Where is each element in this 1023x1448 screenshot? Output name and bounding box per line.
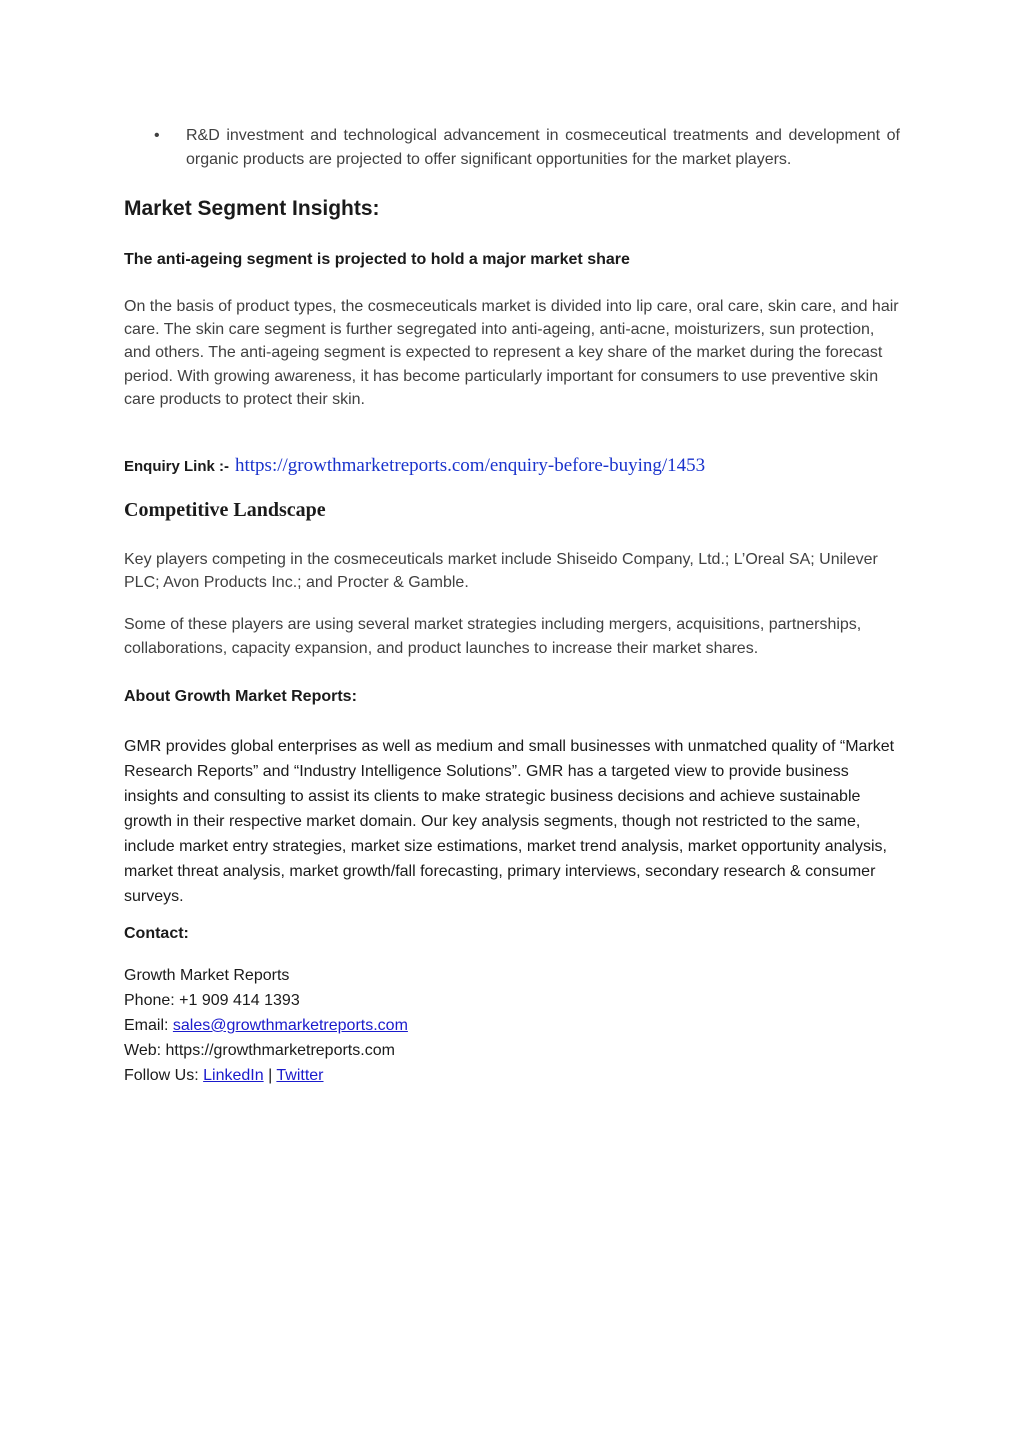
linkedin-link[interactable]: LinkedIn	[203, 1066, 264, 1084]
contact-company: Growth Market Reports	[124, 966, 290, 984]
segment-subheading: The anti-ageing segment is projected to hold a major market share	[124, 251, 630, 268]
email-link[interactable]: sales@growthmarketreports.com	[172, 1016, 408, 1034]
contact-follow-line	[124, 1063, 900, 1088]
link-separator: |	[263, 1066, 277, 1084]
enquiry-label: Enquiry Link :-	[124, 458, 229, 476]
twitter-link[interactable]: Twitter	[276, 1066, 324, 1084]
competitive-paragraph-2: Some of these players are using several market strategies including mergers, acquisitions, partnerships, collaborations, capacity expansion, and product launches to increase their market shares.	[124, 616, 862, 657]
follow-label: Follow Us:	[124, 1066, 204, 1084]
competitive-paragraph-1: Key players competing in the cosmeceuticals market include Shiseido Company, Ltd.; L’Oreal SA; Unilever PLC; Avon Products Inc.; and Procter & Gamble.	[124, 551, 878, 592]
intro-bullet-text: R&D investment and technological advancement in cosmeceutical treatments and development of organic products are projected to offer significant opportunities for the market players.	[186, 127, 900, 168]
about-heading: About Growth Market Reports:	[124, 687, 357, 705]
email-label: Email:	[124, 1016, 173, 1034]
contact-phone: Phone: +1 909 414 1393	[124, 991, 300, 1009]
about-body: GMR provides global enterprises as well as medium and small businesses with unmatched quality of “Market Research Reports” and “Industry Intelligence Solutions”. GMR has a targeted view to provide business insights and consulting to assist its clients to make strategic business decisions and achieve sustainable growth in their respective market domain. Our key analysis segments, though not restricted to the same, include market entry strategies, market size estimations, market trend analysis, market opportunity analysis, market threat analysis, market growth/fall forecasting, primary interviews, secondary research & consumer surveys.	[124, 737, 895, 905]
segment-heading: Market Segment Insights:	[124, 197, 380, 220]
enquiry-line	[124, 455, 900, 477]
bullet-icon: •	[154, 127, 160, 144]
segment-body: On the basis of product types, the cosmeceuticals market is divided into lip care, oral care, skin care, and hair care. The skin care segment is further segregated into anti-ageing, anti-acne, moisturizers, sun protection, and others. The anti-ageing segment is expected to represent a key share of the market during the forecast period. With growing awareness, it has become particularly important for consumers to use preventive skin care products to protect their skin.	[124, 298, 899, 408]
contact-web: Web: https://growthmarketreports.com	[124, 1041, 395, 1059]
enquiry-link[interactable]: https://growthmarketreports.com/enquiry-before-buying/1453	[235, 455, 706, 477]
competitive-heading: Competitive Landscape	[124, 499, 326, 522]
intro-bullet-item	[124, 124, 900, 171]
contact-heading: Contact:	[124, 924, 189, 942]
contact-block	[124, 963, 900, 1088]
contact-email-line	[124, 1013, 900, 1038]
page-content	[124, 124, 900, 1088]
